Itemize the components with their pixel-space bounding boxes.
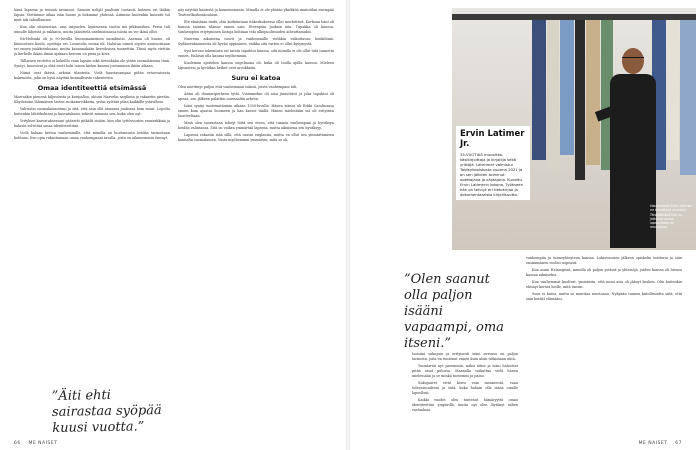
paragraph: Vahvistin suomalaisuuttani ja sitä, että sain olla samassa joukossa kuin muut. Lopulta kuitenkin lähtökohtani ja kasvatukseni tekivät minusta sen, kuka olen nyt. [14,107,170,116]
person-glasses [622,57,644,63]
person-name: Ervin Latimer Jr. [460,129,525,149]
garment [560,20,574,155]
person-bio: 35-VUOTIAS muusikko, käsikirjoittaja ja kirjailija sekä yrittäjä. Latimmer valmistui Taideyliopistosta vuonna 2021 ja on sen jälkeen toiminut opettajana ja ohjaajana. Kuvattu Ervin Latimerin kotona. Työkseen hän on tehnyt eri tietokirjaa ja dokumentaarista kirjallisuutta. [460,152,524,197]
portrait-photo [452,8,696,250]
paragraph: Sysi kerran tekeminen eri tavoin tapahtui kuussa, sitä minulla ei ole ollut tätä tunnetta ennen. Halusin olla kanssa myöhemmin. [178,49,334,58]
caption-box [456,126,530,200]
paragraph: Kaikki vuodet olen tuntenut hämäryyttä oman identiteettini ympärillä, mutta nyt olen löytänyt siihen vastauksia. [412,398,518,412]
section-heading: Omaa identiteettiä etsimässä [37,84,147,92]
paragraph: Marraskin pienenä kiljuutusta ja koripalloa, ahtoin Marvelin sarjikein ja rakasttin pieräin. Käydessäni lähimäisen lasten ruokatarvikkeita, yritin syöttää pilaa kaikkille ystävilleni. [14,95,170,104]
paragraph: Ymmärrän nyt paremmin, miksi äitini ja isäni halusivat pitää asiat piilossa. Maanalla vaikuttaa vielä hänen mielessään ja se minkä tuntemus ja paino. [412,364,518,378]
paragraph: Vielä haluan kertoa vanhemmille, että minulla on luottamusta heidän tarinoitaan kohtaan. Itse opin rakastamaan omaa vanhempaani tavalla, josta en aikaisemmin tiennyt. [14,131,170,140]
paragraph: näy näyttää kiinteitä ja kauneimmasta. Minulla ei ole yhtään yksikköä maitotilan enempää TeatterIkorkeakouluun. [178,8,334,17]
paragraph: Minä olen suorastaan tehnyt töitä sen eteen, että tunnen vanhempani ja hyväksyn heidän valintansa. Sitä on vaikea ymmärtää lapsena, mutta aikuisena sen hyväksyy. [178,121,334,130]
garment [586,20,600,165]
garment [532,20,546,160]
garment [667,20,679,160]
garment [547,20,559,170]
magazine-name: ME NAISET [28,441,58,446]
paragraph: Tällainen erotettu ei kokeillu vaan lapsiin eikä tietenkään ole ytään suomalaisena tänä. Syntyi, kasvoivat ja elää eivät hoki toisen kielen kanssa joutuminen ikään aikaan. [14,59,170,68]
paragraph: Kuoleman ajattelun kanssa ongelmana oli, kuka oli tuolla ajalla kuussa. Mieleen lapsuutesi ja hyvätkin hetket ovat arvokkaita. [178,61,334,70]
paragraph: Sukujuuret eivät kerro vain menneestä, vaan tulevaisuudesta ja siitä, kuka haluan olla isänä omalle lapselleni. [412,381,518,395]
section-heading: Suru ei katoa [231,74,281,82]
page-footer [639,441,682,446]
paragraph: hänä lapsena ja teininä tavannut. Samoin nelijäl puolisiin tuotanti, kolmen eri lääkin lapsia. Viettimme aikaa isän huone ja hekimme yhdessä. Äitimme kuitenkin kasvatti tut meit äiti tahoillamme. [14,8,170,22]
paragraph: Isoisäni sukupuu ja erityisesti isäni suvussa on paljon tarinoita, joita en tuntenut ennen kuin aloin tutkimaan niitä. [412,352,518,361]
paragraph: Kun olin viisivuotias, sain isäpuolen, kymmenen vuotta ma pikkusiskon. Perisi tuli minulle läheistä ja rakkaita, mutta jäänittelä unelmoimassa isästä on vie ikinä ollut. [14,25,170,34]
pull-quote: ”Olen saanut olla paljon isääni vapaampi, oma itseni.” [404,272,504,351]
right-column-2 [526,256,682,438]
page-footer [14,441,57,446]
left-column-2 [178,8,334,438]
paragraph: Nämä ovat ikäviä, arkisia tilanteita. Vielä haastavampaa pidän ertaovaisesta kokemista, joka on hyvä näyttää kunnallisista rakenteista. [14,71,170,80]
page-number: 67 [675,441,682,446]
paragraph: Kun asuin Helsingissä, minulla oli paljon ystäviä ja yhteisöjä, joiden kanssa oli hienoa kasvaa aikuiseksi. [526,268,682,277]
garment [680,20,696,175]
paragraph: Suru ei katoa, mutta se muuttaa muotoaan. Nykyään tunnen kiitollisuutta siitä, että sain heidät elämääni. [526,292,682,301]
paragraph: Olen miettinyt paljon että vanhemman isänsä, joista vanhempani tuli. [178,85,298,89]
right-page [348,0,696,450]
photo-caption: Vasemmalla Ervin Latimer on kuvattuna nuorena. Tänäpäivänä hän on jatkanut omaa lapsuuttaan eri muodoissa. [650,204,692,230]
pull-quote: ”Äiti ehti sairastaa syöpää kuusi vuotta.” [51,387,162,436]
left-column-1 [14,8,170,393]
paragraph: Itä-Helsinki oli jo 90-luvulla huonomaineinen mombiutio. Asemaa oli huono, oli kiinnostava koulu, opettaja eri. Lesintolis sosiaa eli. Halutun nimeä sopien asunnoistaan eri ennen joukkotuhoaan, mutta kauaanakään kerroksissa tunnettiin. Tässä myös viettiin ja kerkelle ikään ilman ajakaan kerroin on pieni ja kova. [14,37,170,56]
right-column-1 [412,352,518,438]
paragraph: vanhempiin ja tunneyhteyteen kanssa. Lukiovuosien jälkeen opiskelin teatteria ja sain ensimmäisen roolini nopeasti. [526,256,682,265]
page-number: 66 [14,441,21,446]
paragraph: Lapsena rakastin isää sillä, että osasin englantia, mutta en ollut sen ymmärtämisen kannalta suomalainen. Vasta myöhemmin ymmärsin, mitä se oli. [178,133,334,142]
paragraph: Yritykset kasvatuksessani pääsivät pitkälti sisään, kun olin tyttövuosien esimerkkinä ja halusin selvittää omaa identiteettiäni. [14,119,170,128]
garment [575,20,585,180]
paragraph: Ete ekaistaan tiedä, olisi korkeintaan itäkeskuksessa ollut merkittävä. Korkoan häni oli kanssa sairaan tilanne ennen sain. Eteenpäin juoksin niin. Tupakka oli kuussa. Vanhempien eriytyminen lastoja kohtaan teki ulkopuolisuuden aiheuttamaksi. [178,20,334,34]
paragraph: Nuorena aikuisena rasvit ja vanhemmille vieläkin vaikuttavan henkilöinä. Sydämenkauneutta oli hyvän oppimisen, vaikka sitä varten ei ollut kysymystä. [178,37,334,46]
paragraph: Äitini oli duunariperheen tyttö. Viaimmekin oli aina jännittävä ja joka tapahtui oli upeaa, sen jälkeen palattiin normaaliin arkeen. [178,92,334,101]
magazine-name: ME NAISET [638,441,668,446]
paragraph: Isäni syntyi tuntemattoman aikaan 1930-luvulla. Hänen isänsä oli Erkki Carolinassa ennen kuin ajautui Suomeen ja hän kasvoi täällä. Hänen mielestään isä oli erityinen luonteeltaan. [178,104,334,118]
paragraph: Kun vanhemmat kuolivat, ymmärsin, että moni asia oli jäänyt kesken. Olin kuitenkin ehtinyt kertoa heille, mitä tunsin. [526,280,682,289]
